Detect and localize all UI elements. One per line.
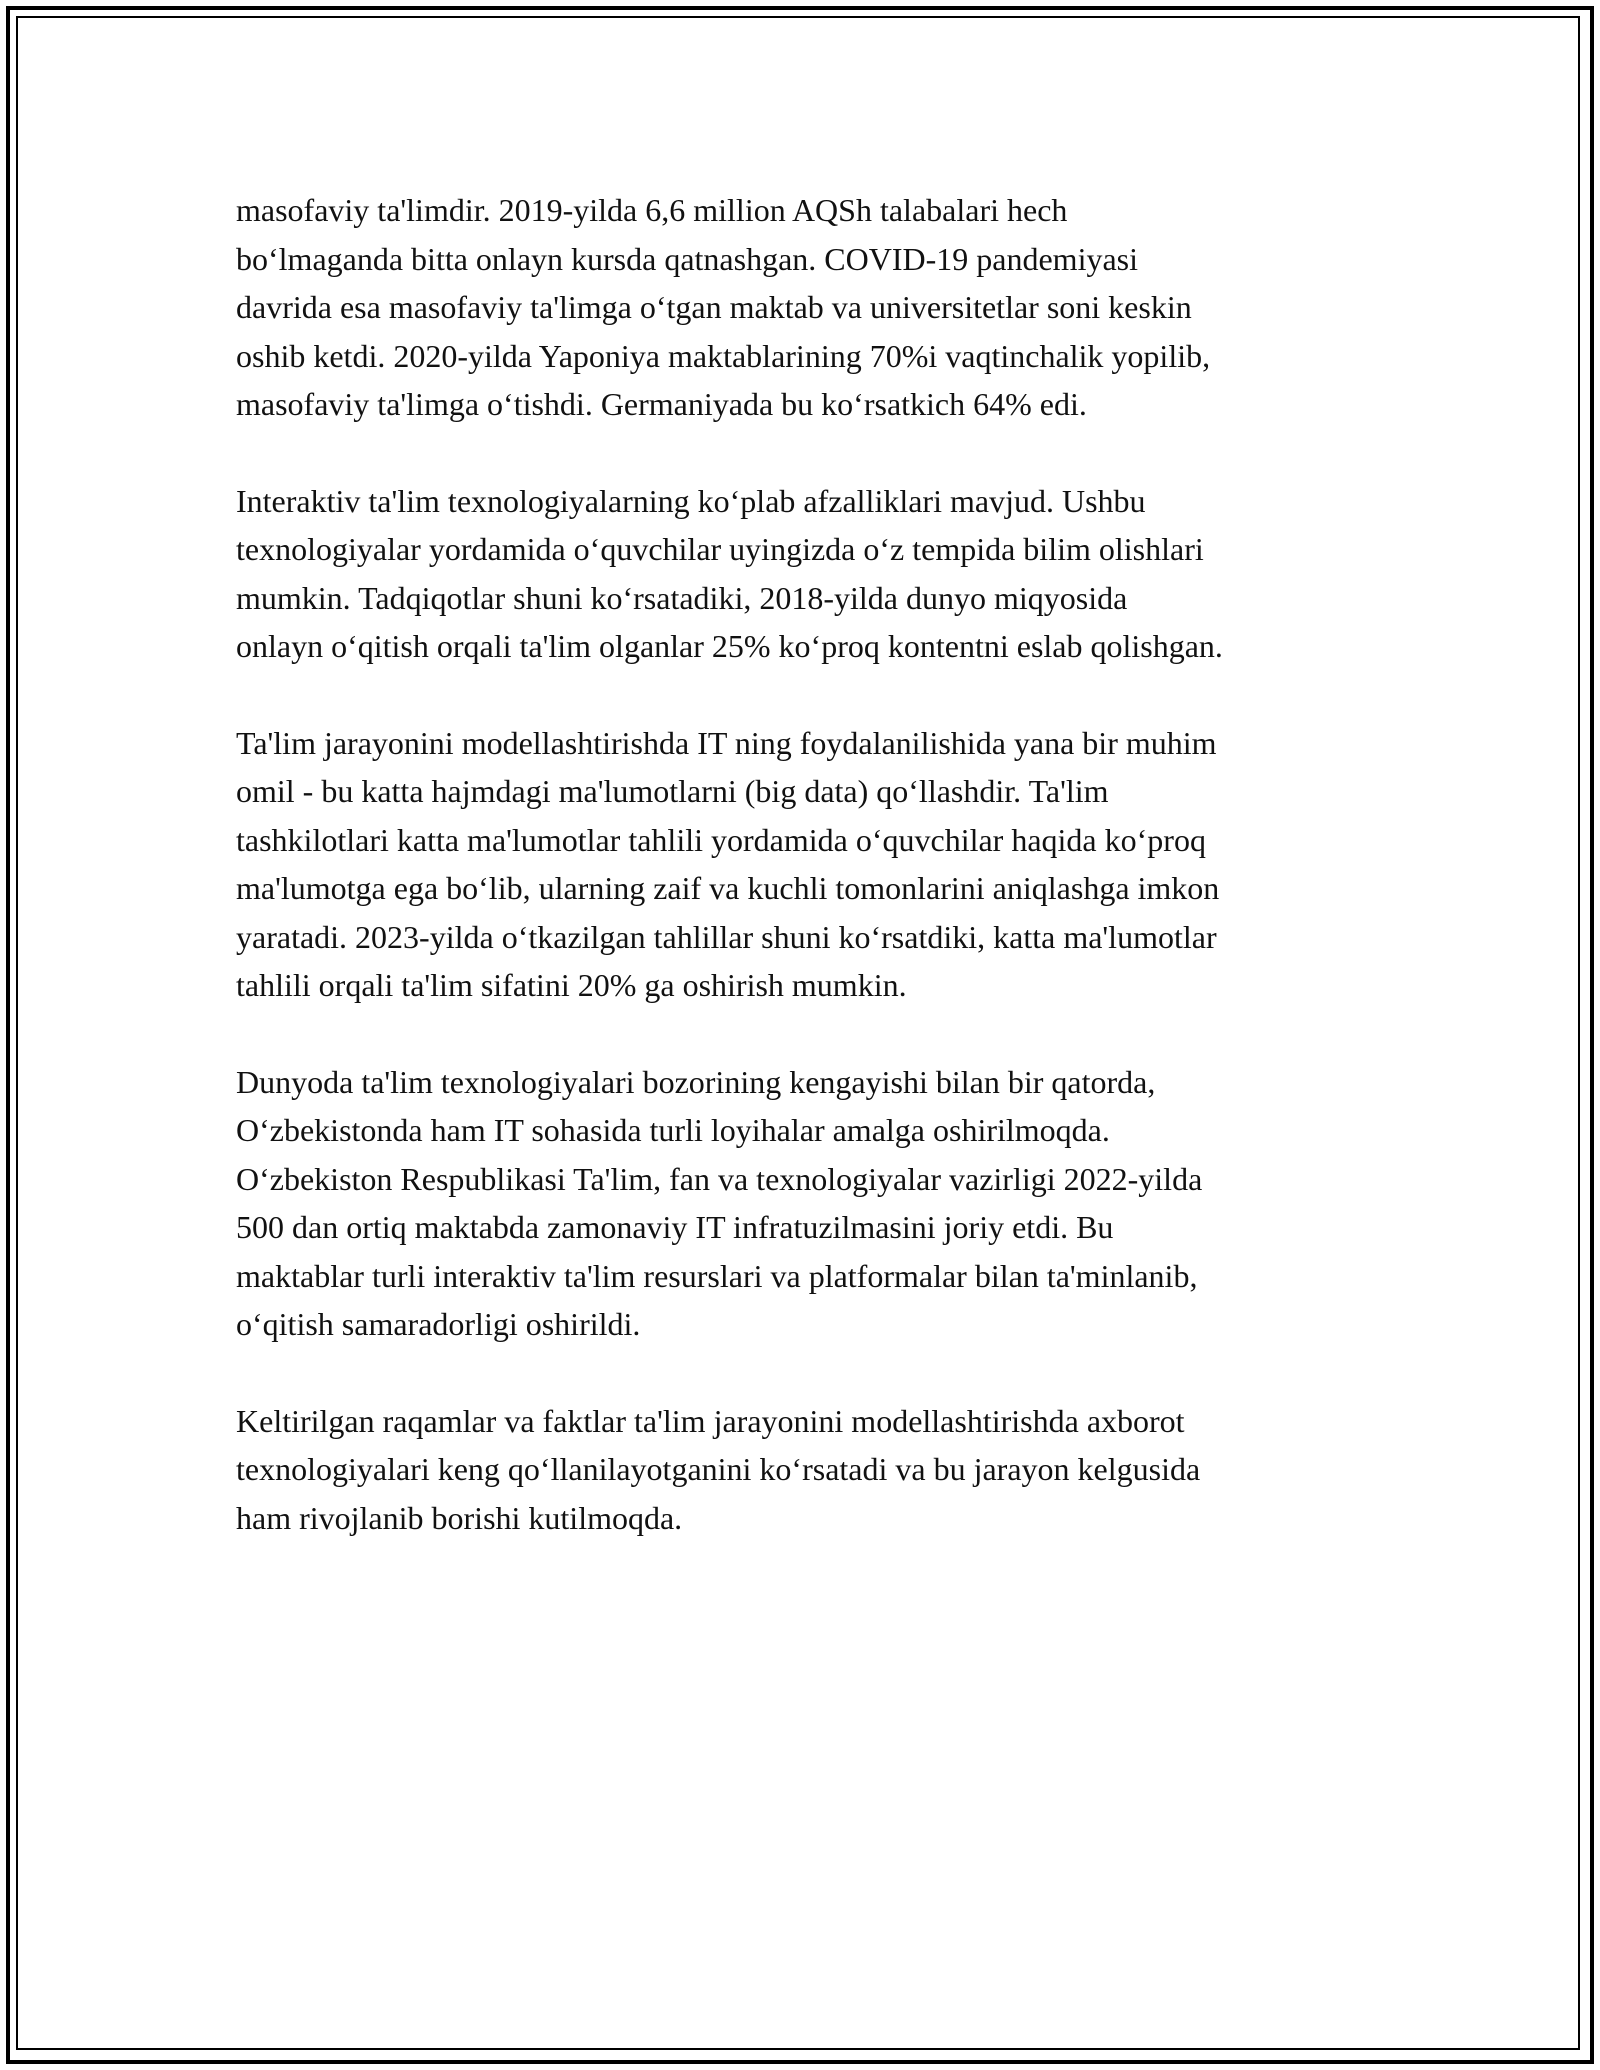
document-body [236, 186, 1386, 1590]
text-line: O‘zbekistonda ham IT sohasida turli loyihalar amalga oshirilmoqda. [236, 1112, 1110, 1148]
text-line: tahlili orqali ta'lim sifatini 20% ga oshirish mumkin. [236, 967, 907, 1003]
text-line: oshib ketdi. 2020-yilda Yaponiya maktablarining 70%i vaqtinchalik yopilib, [236, 337, 1211, 374]
text-line: yaratadi. 2023-yilda o‘tkazilgan tahlillar shuni ko‘rsatdiki, katta ma'lumotlar [236, 918, 1217, 955]
text-line: o‘qitish samaradorligi oshirildi. [236, 1306, 641, 1342]
text-line: bo‘lmaganda bitta onlayn kursda qatnashgan. COVID-19 pandemiyasi [236, 240, 1138, 277]
text-line: mumkin. Tadqiqotlar shuni ko‘rsatadiki, 2018-yilda dunyo miqyosida [236, 579, 1128, 616]
text-line: onlayn o‘qitish orqali ta'lim olganlar 25% ko‘proq kontentni eslab qolishgan. [236, 628, 1223, 664]
paragraph-uzbekistan [236, 1058, 1386, 1349]
text-line: omil - bu katta hajmdagi ma'lumotlarni (big data) qo‘llashdir. Ta'lim [236, 773, 1109, 809]
paragraph-conclusion [236, 1397, 1386, 1543]
paragraph-interactive-learning [236, 477, 1386, 671]
text-line: 500 dan ortiq maktabda zamonaviy IT infratuzilmasini joriy etdi. Bu [236, 1209, 1114, 1245]
text-line: tashkilotlari katta ma'lumotlar tahlili yordamida o‘quvchilar haqida ko‘proq [236, 821, 1206, 858]
text-line: masofaviy ta'limdir. 2019-yilda 6,6 million AQSh talabalari hech [236, 192, 1068, 228]
paragraph-big-data [236, 719, 1386, 1010]
text-line: O‘zbekiston Respublikasi Ta'lim, fan va texnologiyalar vazirligi 2022-yilda [236, 1160, 1203, 1197]
text-line: texnologiyalar yordamida o‘quvchilar uyingizda o‘z tempida bilim olishlari [236, 531, 1204, 567]
text-line: Interaktiv ta'lim texnologiyalarning ko‘plab afzalliklari mavjud. Ushbu [236, 482, 1146, 519]
text-line: Ta'lim jarayonini modellashtirishda IT ning foydalanilishida yana bir muhim [236, 724, 1217, 761]
text-line: Keltirilgan raqamlar va faktlar ta'lim jarayonini modellashtirishda axborot [236, 1402, 1185, 1439]
text-line: Dunyoda ta'lim texnologiyalari bozorining kengayishi bilan bir qatorda, [236, 1063, 1156, 1100]
text-line: texnologiyalari keng qo‘llanilayotganini ko‘rsatadi va bu jarayon kelgusida [236, 1451, 1201, 1487]
text-line: maktablar turli interaktiv ta'lim resurslari va platformalar bilan ta'minlanib, [236, 1257, 1198, 1294]
text-line: ma'lumotga ega bo‘lib, ularning zaif va kuchli tomonlarini aniqlashga imkon [236, 870, 1220, 906]
paragraph-distance-learning [236, 186, 1386, 429]
text-line: davrida esa masofaviy ta'limga o‘tgan maktab va universitetlar soni keskin [236, 289, 1192, 325]
text-line: masofaviy ta'limga o‘tishdi. Germaniyada bu ko‘rsatkich 64% edi. [236, 386, 1087, 422]
text-line: ham rivojlanib borishi kutilmoqda. [236, 1499, 683, 1536]
